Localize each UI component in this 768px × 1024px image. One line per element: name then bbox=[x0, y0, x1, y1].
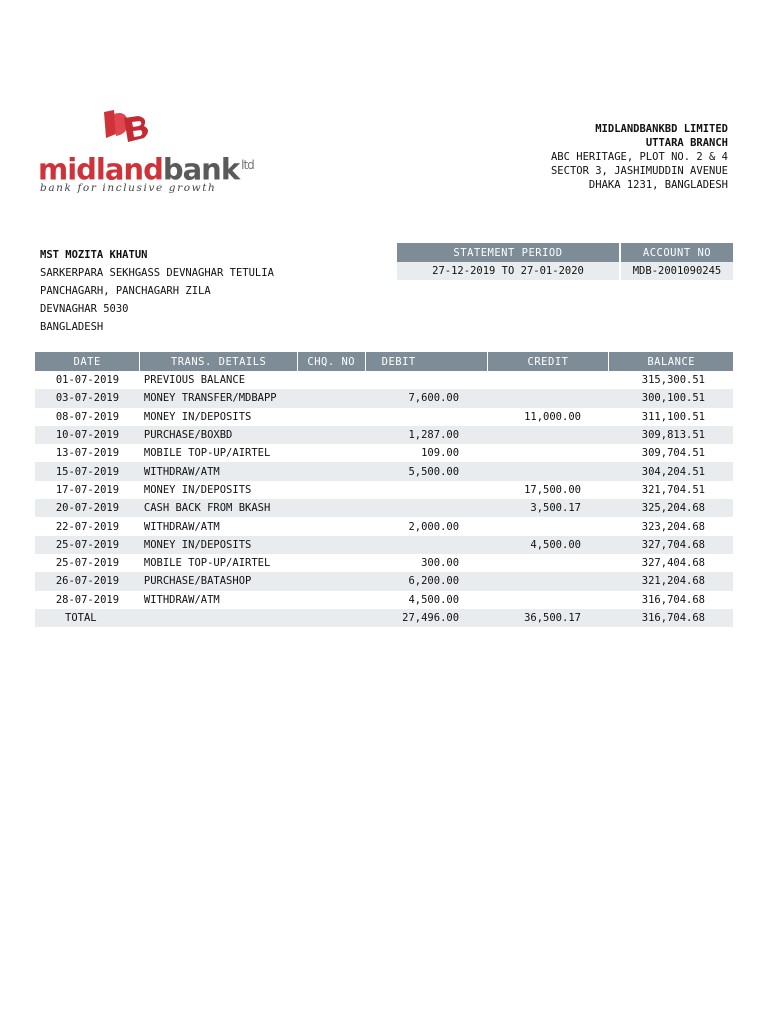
table-row bbox=[35, 572, 733, 590]
table-row bbox=[35, 536, 733, 554]
cell-credit bbox=[487, 517, 609, 535]
cell-chq bbox=[297, 609, 365, 627]
table-row bbox=[35, 517, 733, 535]
cell-chq bbox=[297, 517, 365, 535]
bank-logo bbox=[38, 108, 254, 194]
statement-period-value: 27-12-2019 TO 27-01-2020 bbox=[397, 262, 620, 280]
cell-details: PURCHASE/BATASHOP bbox=[140, 572, 298, 590]
cell-chq bbox=[297, 426, 365, 444]
cell-debit bbox=[365, 408, 487, 426]
cell-date: 17-07-2019 bbox=[55, 483, 120, 496]
cell-details: MOBILE TOP-UP/AIRTEL bbox=[143, 447, 271, 460]
cell-credit bbox=[487, 554, 609, 572]
cell-balance: 316,704.68 bbox=[641, 593, 705, 606]
cell-chq bbox=[297, 371, 365, 389]
cell-date: 20-07-2019 bbox=[35, 499, 140, 517]
total-credit: 36,500.17 bbox=[487, 609, 609, 627]
cell-balance: 323,204.68 bbox=[641, 520, 705, 533]
cell-credit bbox=[487, 371, 609, 389]
logo-tagline: bank for inclusive growth bbox=[40, 182, 217, 194]
cell-balance: 315,300.51 bbox=[641, 374, 705, 387]
cell-debit bbox=[365, 371, 487, 389]
cell-details: WITHDRAW/ATM bbox=[143, 593, 220, 606]
logo-wordmark: midlandbank $^{ltd}$ bbox=[38, 152, 254, 187]
table-row bbox=[35, 389, 733, 407]
cell-credit bbox=[487, 444, 609, 462]
cell-date: 01-07-2019 bbox=[55, 374, 120, 387]
cell-chq bbox=[297, 591, 365, 609]
account-no-value: MDB-2001090245 bbox=[620, 262, 733, 280]
cell-debit: 1,287.00 bbox=[365, 426, 487, 444]
cell-date: 15-07-2019 bbox=[35, 462, 140, 480]
customer-address-line: SARKERPARA SEKHGASS DEVNAGHAR TETULIA bbox=[40, 267, 274, 279]
total-label: TOTAL bbox=[35, 609, 140, 627]
cell-balance: 325,204.68 bbox=[609, 499, 733, 517]
cell-debit: 7,600.00 bbox=[365, 389, 487, 407]
cell-credit bbox=[487, 462, 609, 480]
cell-date: 22-07-2019 bbox=[55, 520, 120, 533]
customer-name: MST MOZITA KHATUN bbox=[40, 249, 148, 261]
cell-details bbox=[140, 609, 298, 627]
column-header-debit: DEBIT bbox=[365, 352, 487, 371]
table-row bbox=[35, 426, 733, 444]
cell-chq bbox=[297, 444, 365, 462]
cell-date: 26-07-2019 bbox=[35, 572, 140, 590]
cell-details: MONEY IN/DEPOSITS bbox=[143, 483, 252, 496]
cell-credit bbox=[487, 426, 609, 444]
total-debit: 27,496.00 bbox=[365, 609, 487, 627]
column-header-chq: CHQ. NO bbox=[297, 352, 365, 371]
customer-address-block bbox=[40, 246, 274, 336]
cell-debit bbox=[365, 536, 487, 554]
cell-date: 28-07-2019 bbox=[55, 593, 120, 606]
cell-details: PREVIOUS BALANCE bbox=[143, 374, 246, 387]
bank-address-line: DHAKA 1231, BANGLADESH bbox=[588, 179, 728, 191]
midland-bank-emblem-icon bbox=[98, 108, 162, 148]
column-header-balance: BALANCE bbox=[609, 352, 733, 371]
cell-credit bbox=[487, 572, 609, 590]
cell-details: MOBILE TOP-UP/AIRTEL bbox=[143, 557, 271, 570]
cell-balance: 327,404.68 bbox=[641, 557, 705, 570]
bank-address-block bbox=[551, 122, 728, 192]
statement-period-table bbox=[397, 243, 733, 280]
table-row bbox=[35, 371, 733, 389]
cell-date: 08-07-2019 bbox=[55, 410, 120, 423]
customer-address-line: DEVNAGHAR 5030 bbox=[40, 303, 129, 315]
cell-credit bbox=[487, 591, 609, 609]
column-header-date: DATE bbox=[35, 352, 140, 371]
table-row bbox=[35, 591, 733, 609]
cell-date: 25-07-2019 bbox=[55, 557, 120, 570]
total-balance: 316,704.68 bbox=[609, 609, 733, 627]
cell-balance: 311,100.51 bbox=[641, 410, 705, 423]
statement-period-header: STATEMENT PERIOD bbox=[397, 243, 620, 262]
cell-chq bbox=[297, 554, 365, 572]
cell-details: CASH BACK FROM BKASH bbox=[140, 499, 298, 517]
table-row bbox=[35, 462, 733, 480]
cell-debit: 6,200.00 bbox=[365, 572, 487, 590]
table-row bbox=[35, 481, 733, 499]
column-header-credit: CREDIT bbox=[487, 352, 609, 371]
cell-chq bbox=[297, 408, 365, 426]
cell-chq bbox=[297, 462, 365, 480]
cell-chq bbox=[297, 389, 365, 407]
table-header-row bbox=[35, 352, 733, 371]
cell-date: 10-07-2019 bbox=[35, 426, 140, 444]
cell-balance: 304,204.51 bbox=[609, 462, 733, 480]
cell-credit bbox=[487, 389, 609, 407]
cell-debit: 4,500.00 bbox=[408, 593, 460, 606]
cell-credit: 3,500.17 bbox=[487, 499, 609, 517]
transactions-table bbox=[35, 352, 733, 627]
customer-address-line: PANCHAGARH, PANCHAGARH ZILA bbox=[40, 285, 211, 297]
cell-balance: 321,204.68 bbox=[609, 572, 733, 590]
cell-chq bbox=[297, 572, 365, 590]
cell-date: 13-07-2019 bbox=[55, 447, 120, 460]
bank-address-line: ABC HERITAGE, PLOT NO. 2 & 4 bbox=[550, 151, 728, 163]
table-row bbox=[35, 444, 733, 462]
column-header-details: TRANS. DETAILS bbox=[140, 352, 298, 371]
cell-details: WITHDRAW/ATM bbox=[140, 462, 298, 480]
cell-details: MONEY TRANSFER/MDBAPP bbox=[140, 389, 298, 407]
cell-debit: 5,500.00 bbox=[365, 462, 487, 480]
cell-balance: 321,704.51 bbox=[641, 483, 705, 496]
cell-details: MONEY IN/DEPOSITS bbox=[143, 410, 252, 423]
cell-debit bbox=[365, 499, 487, 517]
customer-address-line: BANGLADESH bbox=[40, 321, 104, 333]
bank-name: MIDLANDBANKBD LIMITED bbox=[595, 123, 728, 135]
cell-balance: 327,704.68 bbox=[609, 536, 733, 554]
bank-address-line: SECTOR 3, JASHIMUDDIN AVENUE bbox=[550, 165, 728, 177]
table-row bbox=[35, 554, 733, 572]
cell-debit: 2,000.00 bbox=[408, 520, 460, 533]
cell-debit: 300.00 bbox=[421, 557, 460, 570]
cell-details: MONEY IN/DEPOSITS bbox=[140, 536, 298, 554]
cell-balance: 300,100.51 bbox=[609, 389, 733, 407]
bank-branch: UTTARA BRANCH bbox=[645, 137, 728, 149]
cell-details: PURCHASE/BOXBD bbox=[140, 426, 298, 444]
cell-credit: 4,500.00 bbox=[487, 536, 609, 554]
cell-debit bbox=[365, 481, 487, 499]
cell-chq bbox=[297, 499, 365, 517]
transactions-body bbox=[35, 371, 733, 627]
cell-chq bbox=[297, 536, 365, 554]
cell-date: 25-07-2019 bbox=[35, 536, 140, 554]
cell-details: WITHDRAW/ATM bbox=[143, 520, 220, 533]
cell-balance: 309,704.51 bbox=[641, 447, 705, 460]
cell-balance: 309,813.51 bbox=[609, 426, 733, 444]
table-total-row bbox=[35, 609, 733, 627]
table-row bbox=[35, 408, 733, 426]
cell-debit: 109.00 bbox=[421, 447, 460, 460]
account-no-header: ACCOUNT NO bbox=[620, 243, 733, 262]
cell-date: 03-07-2019 bbox=[35, 389, 140, 407]
cell-credit: 17,500.00 bbox=[524, 483, 581, 496]
table-row bbox=[35, 499, 733, 517]
cell-chq bbox=[297, 481, 365, 499]
cell-credit: 11,000.00 bbox=[524, 410, 581, 423]
